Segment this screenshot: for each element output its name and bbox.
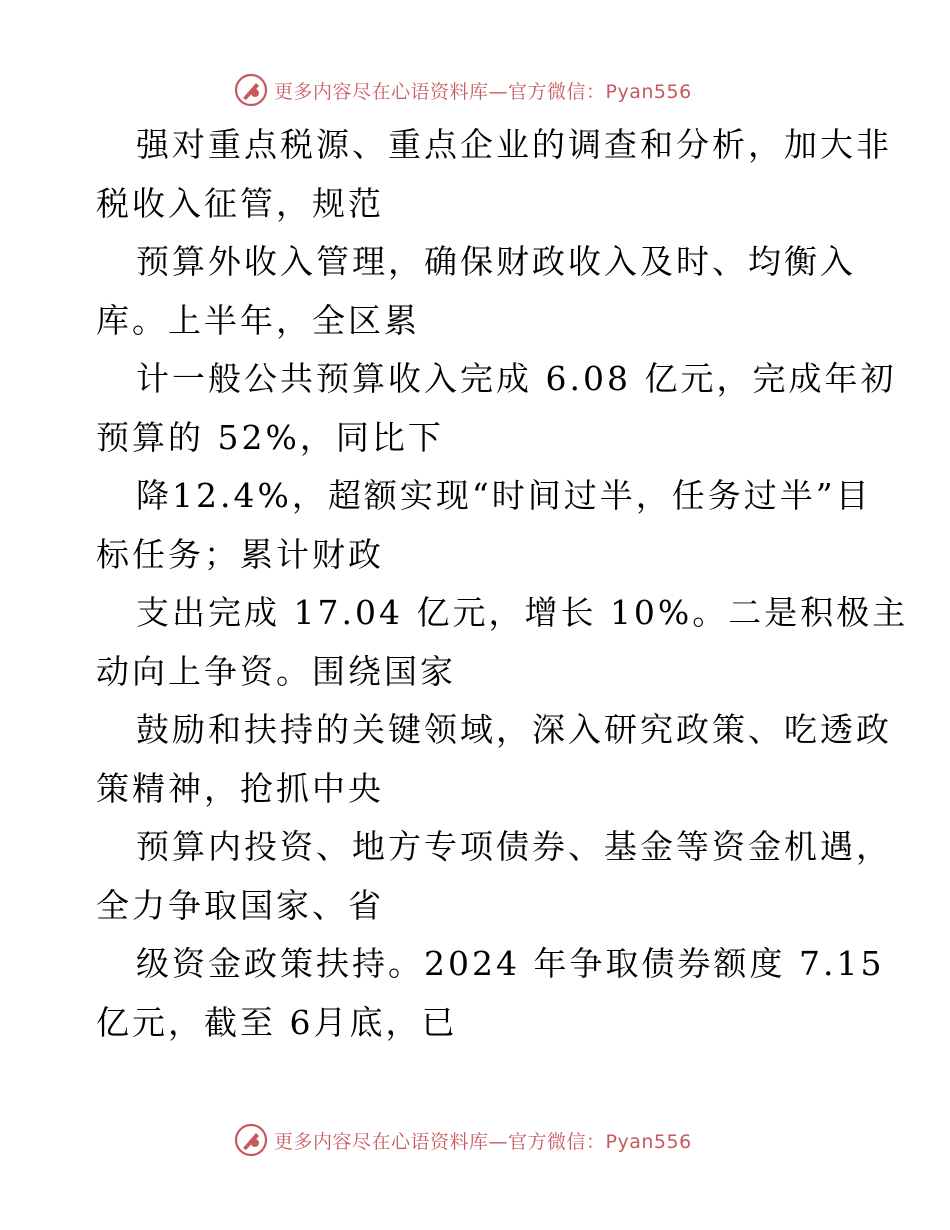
text-line: 级资金政策扶持。2024 年争取债券额度 7.15 (136, 944, 885, 983)
pen-nib-circle-icon (234, 73, 268, 107)
text-line: 计一般公共预算收入完成 6.08 亿元，完成年初 (136, 359, 897, 398)
text-line: 支出完成 17.04 亿元，增长 10%。二是积极主 (136, 593, 909, 632)
text-line: 库。上半年，全区累 (96, 300, 420, 340)
text-line: 标任务；累计财政 (96, 534, 384, 574)
document-body (96, 116, 909, 1052)
text-line: 预算的 52%，同比下 (96, 417, 444, 457)
text-line: 预算内投资、地方专项债券、基金等资金机遇， (136, 827, 892, 866)
watermark-text: 更多内容尽在心语资料库—官方微信：Pyan556 (274, 80, 692, 103)
watermark-text: 更多内容尽在心语资料库—官方微信：Pyan556 (274, 1130, 692, 1153)
watermark-banner-bottom (234, 1120, 692, 1160)
pen-nib-circle-icon (234, 1123, 268, 1157)
text-line: 税收入征管，规范 (96, 183, 384, 223)
text-line: 亿元，截至 6月底，已 (96, 1002, 458, 1042)
text-line: 预算外收入管理，确保财政收入及时、均衡入 (136, 242, 856, 281)
text-line: 鼓励和扶持的关键领域，深入研究政策、吃透政 (136, 710, 892, 749)
watermark-banner-top (234, 70, 692, 110)
text-line: 强对重点税源、重点企业的调查和分析，加大非 (136, 125, 892, 164)
text-line: 降12.4%，超额实现“时间过半，任务过半”目 (136, 476, 872, 515)
text-line: 策精神，抢抓中央 (96, 768, 384, 808)
text-line: 全力争取国家、省 (96, 885, 384, 925)
text-line: 动向上争资。围绕国家 (96, 651, 456, 691)
